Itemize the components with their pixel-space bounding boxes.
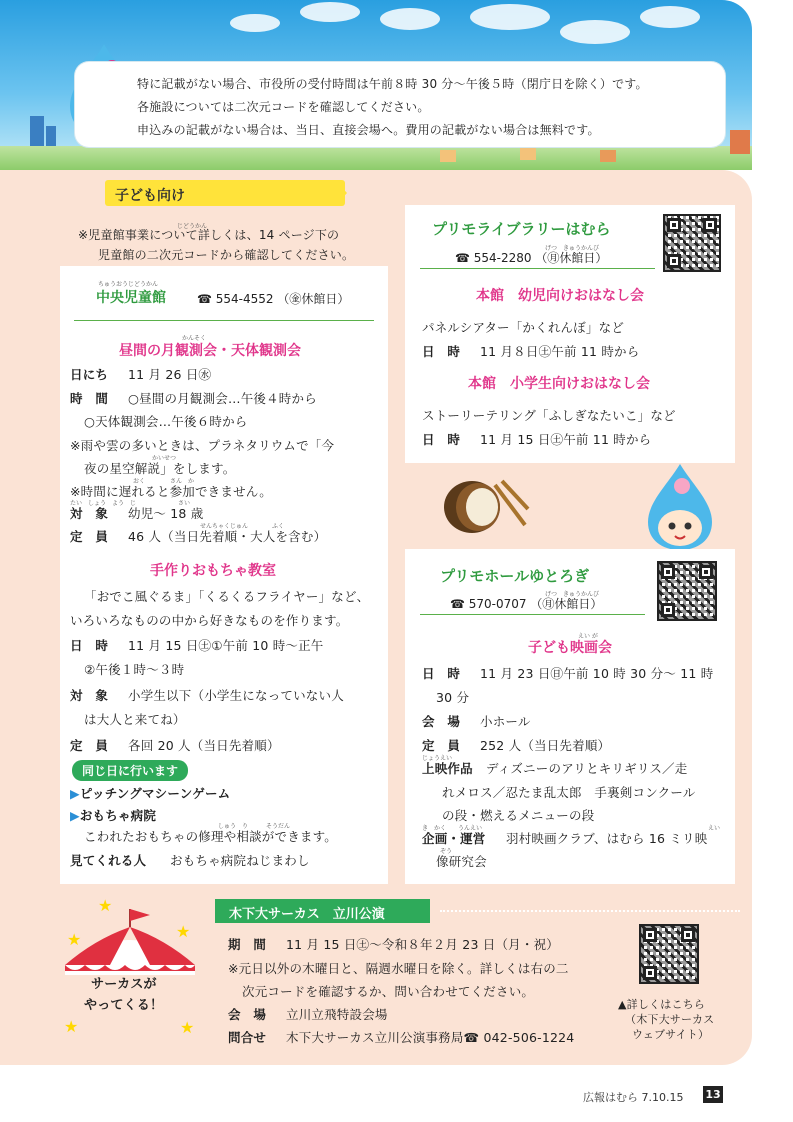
value: 11 月８日㊏午前 11 時から [480, 344, 640, 359]
qr-finder [703, 218, 717, 232]
label: 問合せ [228, 1030, 267, 1045]
qr-code[interactable] [657, 561, 717, 621]
value: は大人と来てね） [84, 712, 186, 727]
ruby: えい [708, 825, 721, 832]
divider [420, 268, 655, 269]
label: 会 場 [228, 1007, 267, 1022]
ruby: えい が [578, 633, 598, 640]
circus-title-bar: 木下大サーカス 立川公演 [215, 899, 430, 923]
value: 30 分 [436, 690, 470, 705]
house [730, 130, 750, 154]
ruby: ぞう [440, 848, 453, 855]
event-title: 手作りおもちゃ教室 [150, 563, 276, 579]
label: 定 員 [422, 738, 461, 753]
label: 定 員 [70, 738, 109, 753]
label: 対 象 [70, 506, 109, 521]
value: 小ホール [480, 714, 531, 729]
kodomo-note: 児童館の二次元コードから確認してください。 [98, 248, 355, 262]
value: ※元日以外の木曜日と、隔週水曜日を除く。詳しくは右の二 [228, 961, 569, 976]
star-icon: ★ [98, 896, 113, 915]
value: 木下大サーカス立川公演事務局☎ 042-506-1224 [286, 1030, 575, 1045]
qr-caption: ウェブサイト） [632, 1028, 710, 1041]
cloud [380, 8, 440, 30]
kodomo-note: ※児童館事業について詳しくは、14 ページ下の [78, 228, 340, 242]
ruby: ちゅうおうじどうかん [98, 281, 159, 288]
ruby: しゅう り そうだん [218, 823, 291, 830]
cloud [640, 6, 700, 28]
label: 見てくれる人 [70, 853, 147, 868]
list-item: ▶おもちゃ病院 [70, 808, 157, 823]
label: 定 員 [70, 529, 109, 544]
qr-code[interactable] [663, 214, 721, 272]
qr-caption: ▲詳しくはこちら [618, 998, 706, 1011]
value: ○天体観測会…午後６時から [84, 414, 248, 429]
footer-text: 広報はむら 7.10.15 [583, 1091, 684, 1104]
value: 幼児～ 18 歳 [128, 506, 204, 521]
divider [74, 320, 374, 321]
cloud [470, 4, 550, 30]
ruby: げつ きゅうかんび [545, 591, 600, 598]
value: 11 月 15 日㊏～令和８年２月 23 日（月・祝） [286, 937, 559, 952]
label: 日 時 [70, 638, 109, 653]
qr-finder [667, 254, 681, 268]
ruby: かいせつ [152, 455, 177, 462]
divider [420, 614, 645, 615]
section-label-arrow [335, 180, 347, 206]
event-title: 子ども映画会 [528, 640, 612, 656]
qr-finder [643, 928, 657, 942]
qr-finder [667, 218, 681, 232]
value: こわれたおもちゃの修理や相談ができます。 [84, 829, 338, 844]
value: ※時間に遅れると参加できません。 [70, 484, 272, 499]
hall-tel: ☎ 570-0707 （㊊休館日） [450, 597, 603, 611]
ruby: おく [133, 478, 146, 485]
hall-name: プリモホールゆとろぎ [440, 567, 590, 585]
circus-badge: やってくる！ [84, 998, 164, 1013]
label: 対 象 [70, 688, 109, 703]
ruby: さん か [170, 478, 195, 485]
value: 小学生以下（小学生になっていない人 [128, 688, 344, 703]
triangle-icon: ▶ [70, 808, 80, 823]
value: おもちゃ病院ねじまわし [170, 853, 310, 868]
same-day-badge: 同じ日に行います [72, 760, 188, 781]
value: いろいろなものの中から好きなものを作ります。 [70, 613, 349, 628]
ruby: き かく うんえい [422, 825, 483, 832]
value: 立川立飛特設会場 [286, 1007, 388, 1022]
label: 企画・運営 [422, 831, 486, 846]
label: 日にち [70, 367, 109, 382]
qr-finder [661, 603, 675, 617]
event-title: 昼間の月観測会・天体観測会 [119, 343, 301, 359]
house [600, 150, 616, 162]
notice-line: 特に記載がない場合、市役所の受付時間は午前８時 30 分～午後５時（閉庁日を除く）です。 [137, 77, 648, 91]
list-item: ▶ピッチングマシーンゲーム [70, 786, 231, 801]
notice-box [75, 62, 725, 147]
qr-finder [661, 565, 675, 579]
cloud [230, 14, 280, 32]
chuo-name: 中央児童館 [96, 290, 166, 306]
star-icon: ★ [64, 1017, 79, 1036]
ruby: せんちゃくじゅん ふく [200, 523, 285, 530]
cloud [300, 2, 360, 22]
chuo-tel: ☎ 554-4552 （㊎休館日） [197, 292, 350, 306]
value: 「おでこ風ぐるま」「くるくるフライヤー」など、 [84, 589, 370, 604]
cloud [560, 20, 630, 44]
building [46, 126, 56, 146]
label: 日 時 [422, 666, 461, 681]
value: ディズニーのアリとキリギリス／走 [486, 761, 688, 776]
ruby: たい しょう よう じ さい [70, 500, 191, 507]
value: ※雨や雲の多いときは、プラネタリウムで「今 [70, 438, 335, 453]
ruby: じょうえい [422, 755, 453, 762]
qr-caption: （木下大サーカス [625, 1013, 715, 1026]
value: パネルシアター「かくれんぼ」など [422, 320, 625, 335]
house [440, 150, 456, 162]
value: 11 月 23 日㊐午前 10 時 30 分～ 11 時 [480, 666, 714, 681]
value: ②午後１時～３時 [84, 662, 185, 677]
dotted-divider [440, 910, 740, 912]
mascot-icon [640, 462, 720, 552]
qr-finder [643, 966, 657, 980]
value: ○昼間の月観測会…午後４時から [128, 391, 317, 406]
value: 46 人（当日先着順・大人を含む） [128, 529, 327, 544]
house [520, 148, 536, 160]
star-icon: ★ [180, 1018, 195, 1037]
ruby: げつ きゅうかんび [545, 245, 600, 252]
value: 次元コードを確認するか、問い合わせてください。 [242, 984, 535, 999]
value: 11 月 15 日㊏①午前 10 時～正午 [128, 638, 324, 653]
ruby: かんそく [182, 335, 207, 342]
value: 11 月 15 日㊏午前 11 時から [480, 432, 652, 447]
value: 像研究会 [436, 854, 487, 869]
label: 時 間 [70, 391, 109, 406]
star-icon: ★ [176, 922, 191, 941]
qr-code[interactable] [639, 924, 699, 984]
value: 11 月 26 日㊌ [128, 367, 212, 382]
qr-finder [681, 928, 695, 942]
value: 羽村映画クラブ、はむら 16 ミリ映 [506, 831, 708, 846]
event-title: 本館 幼児向けおはなし会 [476, 288, 644, 304]
drum-icon [440, 475, 530, 537]
library-name: プリモライブラリーはむら [432, 220, 611, 238]
label: 会 場 [422, 714, 461, 729]
value: の段・燃えるメニューの段 [442, 808, 595, 823]
qr-finder [699, 565, 713, 579]
ruby: じどうかん [177, 223, 208, 230]
building [30, 116, 44, 146]
label: 上映作品 [422, 761, 473, 776]
section-label: 子ども向け [105, 180, 345, 206]
header-ground [0, 146, 752, 170]
star-icon: ★ [67, 930, 82, 949]
library-tel: ☎ 554-2280 （㊊休館日） [455, 251, 608, 265]
value: れメロス／忍たま乱太郎 手裏剣コンクール [442, 785, 696, 800]
event-title: 本館 小学生向けおはなし会 [468, 376, 650, 392]
notice-line: 各施設については二次元コードを確認してください。 [137, 100, 430, 114]
label: 日 時 [422, 344, 461, 359]
value: 252 人（当日先着順） [480, 738, 611, 753]
triangle-icon: ▶ [70, 786, 80, 801]
value: 各回 20 人（当日先着順） [128, 738, 280, 753]
label: 日 時 [422, 432, 461, 447]
value: 夜の星空解説」をします。 [84, 461, 236, 476]
value: ストーリーテリング「ふしぎなたいこ」など [422, 408, 676, 423]
page-number: 13 [703, 1086, 723, 1103]
notice-line: 申込みの記載がない場合は、当日、直接会場へ。費用の記載がない場合は無料です。 [137, 123, 600, 137]
label: 期 間 [228, 937, 267, 952]
circus-badge: サーカスが [91, 977, 157, 992]
